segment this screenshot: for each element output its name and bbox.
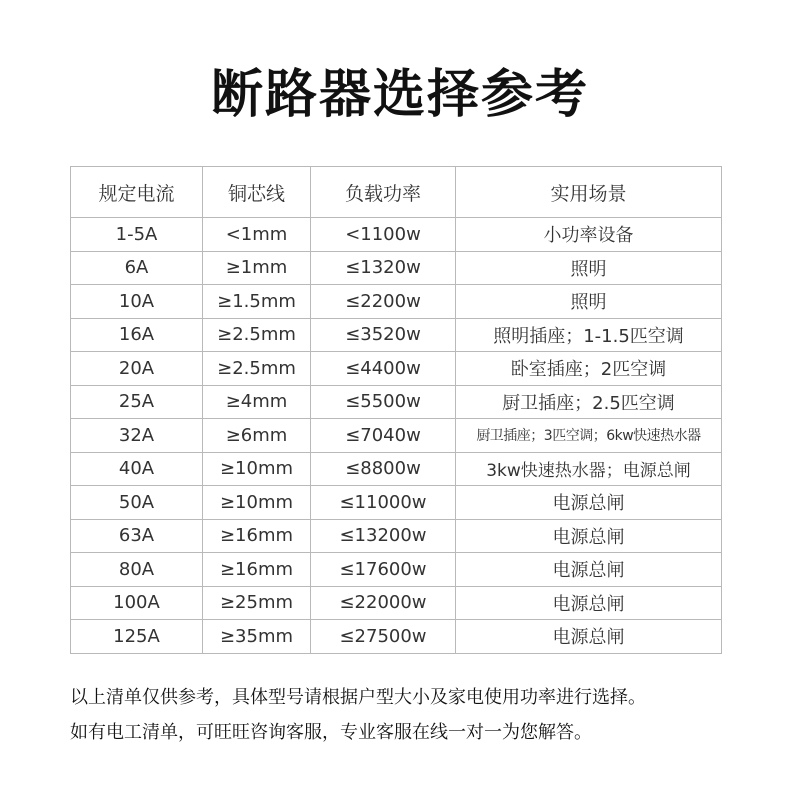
cell-power: ≤5500w [311,385,456,419]
cell-wire: ≥10mm [203,452,311,486]
table-row [71,452,722,486]
cell-current: 50A [71,486,203,520]
cell-power: ≤1320w [311,251,456,285]
table-row [71,553,722,587]
cell-power: ≤7040w [311,419,456,453]
cell-scene: 照明 [456,285,722,319]
cell-wire: <1mm [203,218,311,252]
cell-power: ≤2200w [311,285,456,319]
cell-current: 1-5A [71,218,203,252]
table-row [71,486,722,520]
cell-wire: ≥35mm [203,620,311,654]
cell-scene: 电源总闸 [456,620,722,654]
cell-scene: 电源总闸 [456,586,722,620]
cell-scene: 电源总闸 [456,519,722,553]
cell-power: ≤4400w [311,352,456,386]
cell-scene: 厨卫插座；3匹空调；6kw快速热水器 [456,419,722,453]
cell-power: ≤17600w [311,553,456,587]
cell-current: 16A [71,318,203,352]
cell-wire: ≥4mm [203,385,311,419]
footer-notes [70,680,770,750]
table-row [71,251,722,285]
cell-power: <1100w [311,218,456,252]
breaker-table [70,166,722,654]
cell-current: 6A [71,251,203,285]
header-copper-wire: 铜芯线 [203,167,311,218]
cell-wire: ≥1mm [203,251,311,285]
cell-wire: ≥1.5mm [203,285,311,319]
cell-scene: 小功率设备 [456,218,722,252]
cell-current: 80A [71,553,203,587]
page-title: 断路器选择参考 [210,65,589,125]
cell-wire: ≥16mm [203,553,311,587]
cell-current: 10A [71,285,203,319]
cell-power: ≤22000w [311,586,456,620]
cell-scene: 照明 [456,251,722,285]
table-row [71,519,722,553]
table-row [71,620,722,654]
cell-scene: 电源总闸 [456,486,722,520]
table-row [71,419,722,453]
cell-current: 25A [71,385,203,419]
cell-current: 100A [71,586,203,620]
cell-scene: 照明插座；1-1.5匹空调 [456,318,722,352]
cell-scene: 卧室插座；2匹空调 [456,352,722,386]
cell-current: 63A [71,519,203,553]
cell-scene: 电源总闸 [456,553,722,587]
cell-current: 20A [71,352,203,386]
cell-wire: ≥2.5mm [203,318,311,352]
table-row [71,218,722,252]
cell-wire: ≥25mm [203,586,311,620]
header-use-scene: 实用场景 [456,167,722,218]
cell-current: 32A [71,419,203,453]
cell-scene: 厨卫插座；2.5匹空调 [456,385,722,419]
table-row [71,318,722,352]
cell-wire: ≥6mm [203,419,311,453]
table-header-row [71,167,722,218]
cell-power: ≤27500w [311,620,456,654]
cell-scene: 3kw快速热水器；电源总闸 [456,452,722,486]
cell-wire: ≥16mm [203,519,311,553]
cell-power: ≤8800w [311,452,456,486]
header-rated-current: 规定电流 [71,167,203,218]
cell-wire: ≥10mm [203,486,311,520]
header-load-power: 负载功率 [311,167,456,218]
cell-current: 125A [71,620,203,654]
cell-power: ≤3520w [311,318,456,352]
cell-current: 40A [71,452,203,486]
service-text: 如有电工清单，可旺旺咨询客服，专业客服在线一对一为您解答。 [70,722,592,743]
cell-wire: ≥2.5mm [203,352,311,386]
disclaimer-text: 以上清单仅供参考，具体型号请根据户型大小及家电使用功率进行选择。 [70,687,646,708]
table-row [71,285,722,319]
table-row [71,352,722,386]
cell-power: ≤11000w [311,486,456,520]
table-row [71,385,722,419]
table-row [71,586,722,620]
cell-power: ≤13200w [311,519,456,553]
